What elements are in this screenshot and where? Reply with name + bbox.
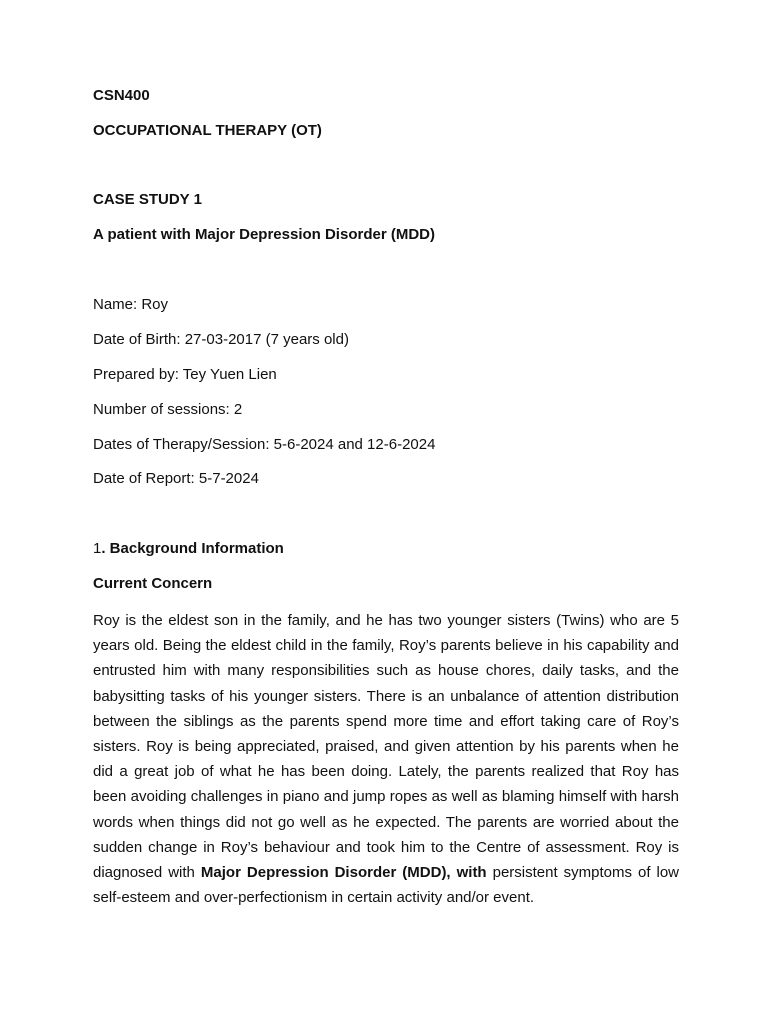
prepared-by: Prepared by: Tey Yuen Lien	[93, 366, 277, 383]
case-study-subtitle: A patient with Major Depression Disorder (MDD)	[93, 226, 435, 243]
section-title: . Background Information	[101, 540, 284, 557]
section-subheading: Current Concern	[93, 575, 213, 592]
case-study-title: CASE STUDY 1	[93, 191, 202, 208]
date-of-birth: Date of Birth: 27-03-2017 (7 years old)	[93, 331, 349, 348]
patient-name: Name: Roy	[93, 296, 169, 313]
current-concern-paragraph	[93, 608, 679, 910]
therapy-dates: Dates of Therapy/Session: 5-6-2024 and 12-6-2024	[93, 436, 436, 453]
paragraph-ending: persistent symptoms of low self-esteem and over-perfectionism in certain activity and/or event.	[93, 864, 679, 907]
section-number: 1	[93, 540, 102, 557]
subject-title: OCCUPATIONAL THERAPY (OT)	[93, 122, 322, 139]
course-code: CSN400	[93, 87, 150, 104]
paragraph-text: Roy is the eldest son in the family, and he has two younger sisters (Twins) who are 5 years old. Being the eldest child in the family, Roy’s parents believe in his capability and entrusted him with many responsibilities such as house chores, daily tasks, and the babysitting tasks of his younger sisters. There is an unbalance of attention distribution between the siblings as the parents spend more time and effort taking care of Roy’s sisters. Roy is being appreciated, praised, and given attention by his parents when he did a great job of what he has been doing. Lately, the parents realized that Roy has been avoiding challenges in piano and jump ropes as well as blaming himself with harsh words when things did not go well as he expected. The parents are worried about the sudden change in Roy’s behaviour and took him to the Centre of assessment. Roy is diagnosed with	[93, 612, 679, 882]
section-heading	[93, 539, 284, 559]
diagnosis-text: Major Depression Disorder (MDD), with	[200, 864, 487, 882]
number-of-sessions: Number of sessions: 2	[93, 401, 243, 418]
report-date: Date of Report: 5-7-2024	[93, 470, 259, 487]
